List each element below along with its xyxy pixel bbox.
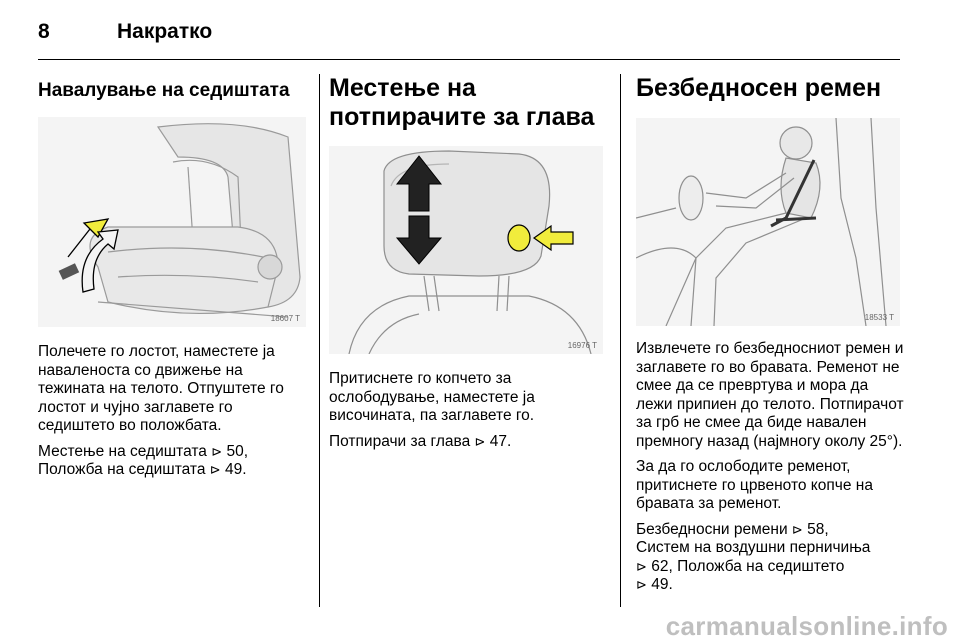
body-text: [329, 370, 607, 451]
reference-text: Систем на воздушни перничиња: [636, 539, 871, 556]
reference-arrow-icon: ⊳: [209, 462, 221, 477]
page-title: Накратко: [117, 20, 213, 43]
reference-page[interactable]: 58,: [807, 520, 829, 538]
body-text: [636, 340, 906, 595]
reference-text: Безбедносни ремени: [636, 520, 788, 538]
page-number: 8: [38, 20, 50, 43]
seat-figure: [38, 117, 306, 327]
watermark: carmanualsonline.info: [665, 611, 948, 641]
reference-page[interactable]: 49.: [651, 576, 673, 593]
headrest-figure: [329, 146, 603, 354]
page-header: [38, 14, 908, 48]
reference-page[interactable]: 47.: [489, 432, 512, 450]
reference-paragraph: [636, 521, 906, 595]
column-divider: [620, 74, 621, 607]
seatbelt-figure: [636, 118, 900, 326]
figure-code: 18533 T: [864, 313, 894, 322]
seat-icon: [38, 117, 306, 327]
reference-page[interactable]: 62, Положба на седиштето: [651, 557, 845, 575]
reference-text: Положба на седиштата: [38, 461, 206, 478]
reference-text: Потпирачи за глава: [329, 432, 471, 450]
paragraph: Извлечете го безбедносниот ремен и заглавете го во бравата. Ременот не смее да се превртува и мора да лежи припиен до телото. Потпирачот за грб не смее да биде навален премногу назад (најмногу околу 25°).: [636, 340, 904, 450]
column-headrest: [329, 74, 607, 451]
reference-text: Местење на седиштата: [38, 442, 207, 460]
paragraph: Полечете го лостот, наместете ја наваленоста со движење на тежината на телото. Отпуштете го лостот и чујно заглавете го седиштето во положбата.: [38, 343, 284, 434]
section-heading: Навалување на седиштата: [38, 80, 290, 101]
reference-arrow-icon: ⊳: [636, 577, 647, 592]
driver-seatbelt-icon: [636, 118, 900, 326]
paragraph: За да го ослободите ременот, притиснете го црвеното копче на бравата за ременот.: [636, 458, 873, 512]
header-rule: [38, 59, 900, 60]
reference-paragraph: [38, 443, 306, 480]
reference-arrow-icon: ⊳: [211, 443, 223, 459]
reference-arrow-icon: ⊳: [474, 433, 486, 449]
column-seatbelt: [636, 74, 906, 595]
reference-paragraph: [329, 433, 607, 452]
reference-page[interactable]: 50,: [226, 442, 249, 460]
figure-code: 18607 T: [270, 314, 300, 323]
headrest-icon: [329, 146, 603, 354]
paragraph: Притиснете го копчето за ослободување, наместете ја височината, па заглавете го.: [329, 370, 535, 424]
reference-arrow-icon: ⊳: [636, 558, 647, 574]
section-heading: Безбедносен ремен: [636, 74, 882, 102]
figure-code: 16976 T: [567, 341, 597, 350]
section-heading: Местење на потпирачите за глава: [329, 74, 595, 131]
column-divider: [319, 74, 320, 607]
body-text: [38, 343, 306, 480]
reference-page[interactable]: 49.: [225, 461, 247, 478]
reference-arrow-icon: ⊳: [791, 521, 803, 537]
column-seat-recline: [38, 74, 306, 480]
